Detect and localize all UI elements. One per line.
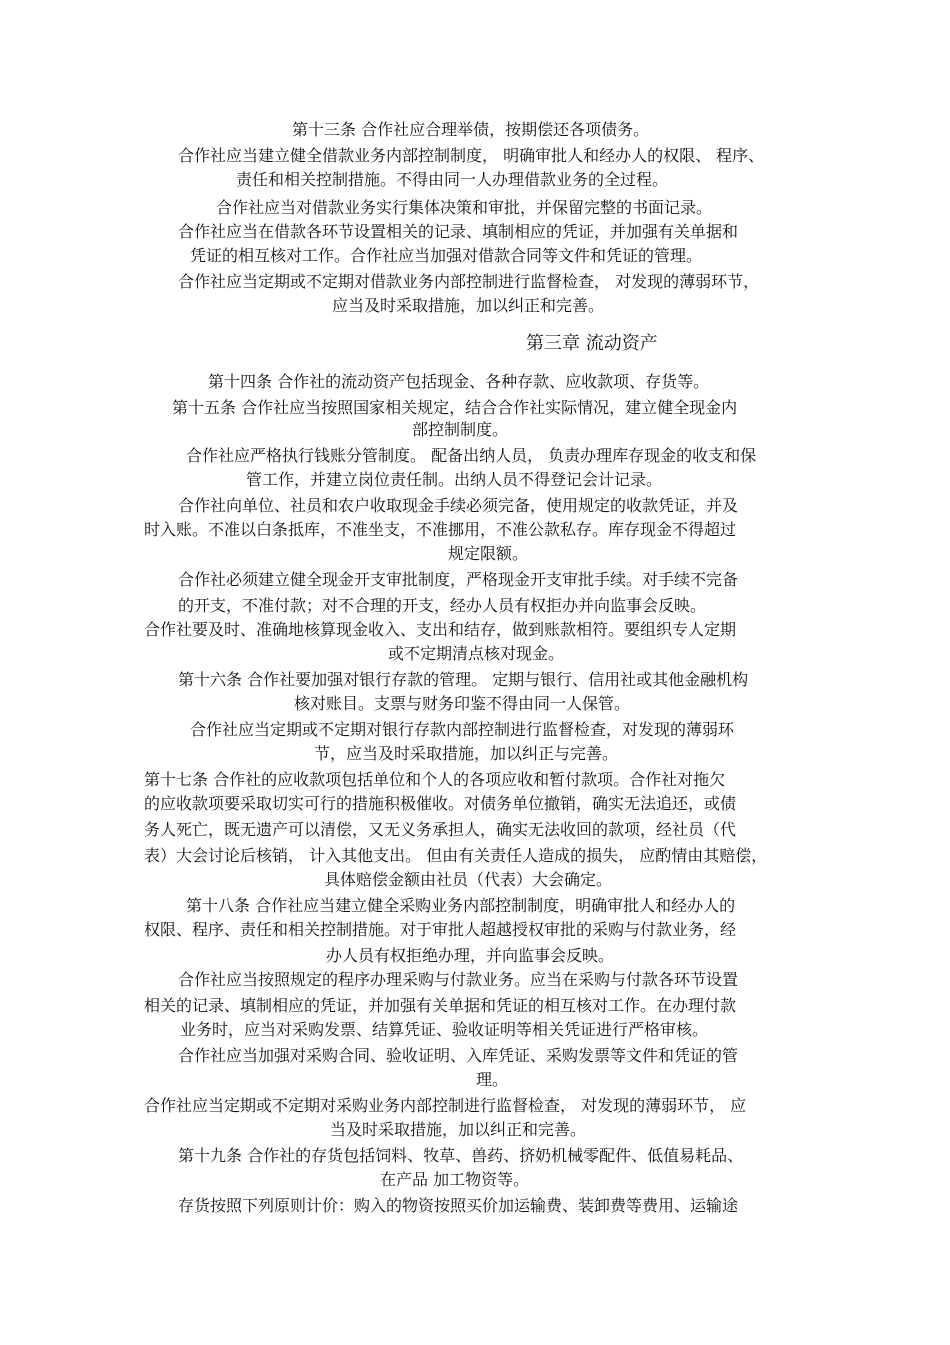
text-line: 第十三条 合作社应合理举债，按期偿还各项债务。	[292, 120, 650, 139]
text-line: 合作社应当定期或不定期对采购业务内部控制进行监督检查， 对发现的薄弱环节， 应	[144, 1096, 747, 1115]
text-line: 当及时采取措施，加以纠正和完善。	[330, 1120, 587, 1139]
text-line: 业务时，应当对采购发票、结算凭证、验收证明等相关凭证进行严格审核。	[180, 1020, 709, 1039]
text-line: 合作社应当建立健全借款业务内部控制制度， 明确审批人和经办人的权限、 程序、	[178, 146, 765, 165]
text-line: 办人员有权拒绝办理，并向监事会反映。	[326, 946, 615, 965]
text-line: 核对账目。支票与财务印鉴不得由同一人保管。	[294, 694, 631, 713]
text-line: 第十九条 合作社的存货包括饲料、牧草、兽药、挤奶机械零配件、低值易耗品、	[178, 1146, 744, 1165]
text-line: 第十七条 合作社的应收款项包括单位和个人的各项应收和暂付款项。合作社对拖欠	[144, 770, 726, 789]
text-line: 合作社应当定期或不定期对借款业务内部控制进行监督检查， 对发现的薄弱环节，	[178, 272, 760, 291]
text-line: 合作社应当按照规定的程序办理采购与付款业务。应当在采购与付款各环节设置	[178, 970, 739, 989]
text-line: 合作社应当对借款业务实行集体决策和审批，并保留完整的书面记录。	[216, 198, 713, 217]
text-line: 第十五条 合作社应当按照国家相关规定，结合合作社实际情况，建立健全现金内	[172, 398, 738, 417]
text-line: 权限、程序、责任和相关控制措施。对于审批人超越授权审批的采购与付款业务，经	[144, 920, 737, 939]
text-line: 应当及时采取措施，加以纠正和完善。	[332, 296, 605, 315]
text-line: 第十八条 合作社应当建立健全采购业务内部控制制度，明确审批人和经办人的	[186, 896, 736, 915]
text-line: 第十六条 合作社要加强对银行存款的管理。 定期与银行、信用社或其他金融机构	[178, 670, 749, 689]
text-line: 合作社应当定期或不定期对银行存款内部控制进行监督检查，对发现的薄弱环	[190, 720, 735, 739]
text-line: 合作社应当加强对采购合同、验收证明、入库凭证、采购发票等文件和凭证的管	[178, 1046, 739, 1065]
text-line: 合作社应当在借款各环节设置相关的记录、填制相应的凭证，并加强有关单据和	[178, 222, 739, 241]
text-line: 的开支，不准付款；对不合理的开支，经办人员有权拒办并向监事会反映。	[178, 596, 707, 615]
text-line: 规定限额。	[448, 544, 529, 563]
text-line: 合作社要及时、准确地核算现金收入、支出和结存，做到账款相符。要组织专人定期	[144, 620, 737, 639]
text-line: 合作社向单位、社员和农户收取现金手续必须完备，使用规定的收款凭证，并及	[178, 496, 739, 515]
text-line: 具体赔偿金额由社员（代表）大会确定。	[324, 870, 613, 889]
text-line: 第十四条 合作社的流动资产包括现金、各种存款、应收款项、存货等。	[208, 372, 710, 391]
text-line: 务人死亡，既无遗产可以清偿，又无义务承担人，确实无法收回的款项，经社员（代	[144, 820, 737, 839]
text-line: 存货按照下列原则计价：购入的物资按照买价加运输费、装卸费等费用、运输途	[178, 1196, 739, 1215]
text-line: 相关的记录、填制相应的凭证，并加强有关单据和凭证的相互核对工作。在办理付款	[144, 996, 737, 1015]
text-line: 在产品 加工物资等。	[380, 1170, 530, 1189]
chapter-heading: 第三章 流动资产	[526, 333, 658, 354]
text-line: 的应收款项要采取切实可行的措施积极催收。对债务单位撤销，确实无法追还，或债	[144, 794, 737, 813]
text-line: 合作社必须建立健全现金开支审批制度，严格现金开支审批手续。对手续不完备	[178, 570, 739, 589]
text-line: 凭证的相互核对工作。合作社应当加强对借款合同等文件和凭证的管理。	[190, 246, 703, 265]
text-line: 表）大会讨论后核销， 计入其他支出。 但由有关责任人造成的损失， 应酌情由其赔偿，	[144, 846, 768, 865]
text-line: 或不定期清点核对现金。	[388, 644, 565, 663]
text-line: 部控制制度。	[412, 420, 509, 439]
text-line: 理。	[476, 1070, 509, 1089]
text-line: 节，应当及时采取措施，加以纠正与完善。	[314, 744, 619, 763]
text-line: 时入账。不准以白条抵库，不准坐支，不准挪用，不准公款私存。库存现金不得超过	[144, 520, 737, 539]
text-line: 责任和相关控制措施。不得由同一人办理借款业务的全过程。	[236, 170, 669, 189]
text-line: 合作社应严格执行钱账分管制度。 配备出纳人员， 负责办理库存现金的收支和保	[186, 446, 757, 465]
text-line: 管工作，并建立岗位责任制。出纳人员不得登记会计记录。	[246, 470, 663, 489]
